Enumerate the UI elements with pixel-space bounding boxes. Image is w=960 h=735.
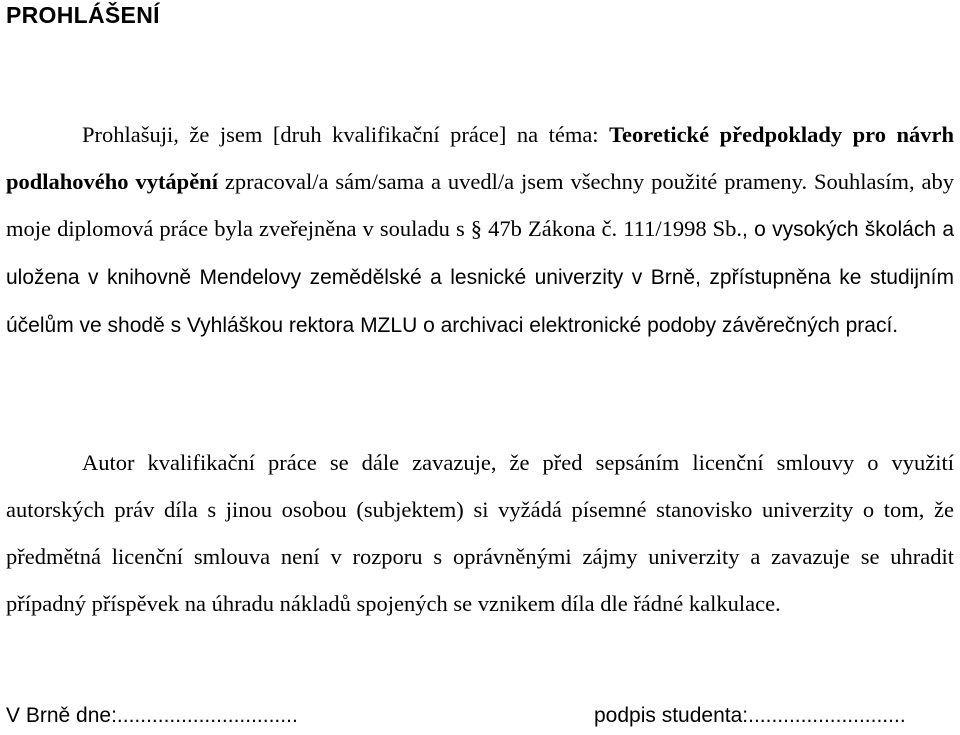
declaration-text-c: , o vysokých školách a uložena v knihovně Mendelovy zemědělské a lesnické univerzity v Brně, zpřístupněna ke studijním účelům ve shodě s Vyhláškou rektora MZLU o archivaci elektronické podoby závěrečných prací.: [6, 217, 954, 337]
signature-footer: [6, 704, 954, 728]
place-date-line: V Brně dne:...............................: [6, 704, 298, 727]
obligation-paragraph: [6, 439, 954, 627]
thesis-title: Teoretické předpoklady pro návrh podlahového vytápění: [6, 121, 954, 194]
declaration-text-b: zpracoval/a sám/sama a uvedl/a jsem všechny použité prameny. Souhlasím, aby moje diplomová práce byla zveřejněna v souladu s § 47b Zákona č. 111/1998 Sb.: [6, 168, 954, 241]
declaration-paragraph: [6, 111, 954, 349]
obligation-text: Autor kvalifikační práce se dále zavazuje, že před sepsáním licenční smlouvy o využití autorských práv díla s jinou osobou (subjektem) si vyžádá písemné stanovisko univerzity o tom, že předmětná licenční smlouva není v rozporu s oprávněnými zájmy univerzity a zavazuje se uhradit případný příspěvek na úhradu nákladů spojených se vznikem díla dle řádné kalkulace.: [6, 449, 954, 616]
declaration-text-a: Prohlašuji, že jsem [druh kvalifikační práce] na téma:: [82, 121, 610, 147]
signature-line: podpis studenta:...........................: [594, 704, 906, 727]
page-title: PROHLÁŠENÍ: [6, 2, 160, 28]
